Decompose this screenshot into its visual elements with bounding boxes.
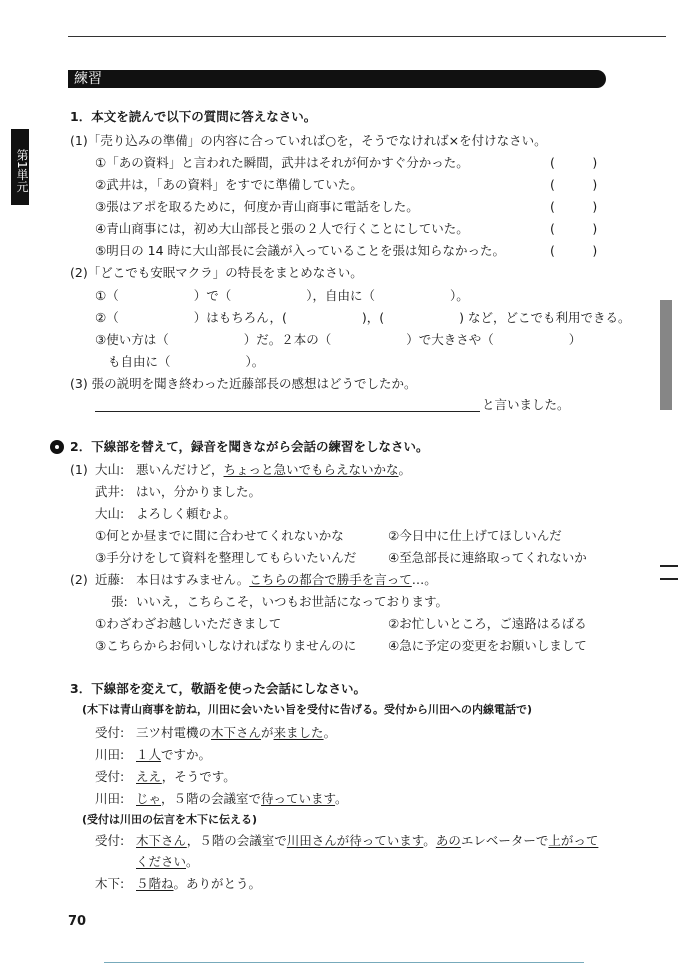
option-item: ④急に予定の変更をお願いしまして [388,638,587,653]
option-item: ①わざわざお越しいただきまして [95,616,282,631]
page-number: 70 [68,914,87,929]
dialogue-line: ５階ね。ありがとう。 [136,876,262,891]
q1-sub3-prompt: (3) 張の説明を聞き終わった近藤部長の感想はどうでしたか。 [70,376,417,391]
dialogue-line: 木下さん，５階の会議室で川田さんが待っています。あのエレベーターで上がって [136,833,599,848]
answer-bracket[interactable]: ( ) [550,177,598,192]
speaker-label: 張: [111,594,128,609]
q1-sub2-line3: ③使い方は（ ）だ。２本の（ ）で大きさや（ ） [95,332,582,347]
underlined-phrase: ５階ね [136,876,174,891]
bottom-rule [104,962,584,963]
q1-sub2-prompt: (2)「どこでも安眠マクラ」の特長をまとめなさい。 [70,265,363,280]
q1-item-1: ①「あの資料」と言われた瞬間，武井はそれが何かすぐ分かった。 [95,155,469,170]
underlined-phrase: ください [136,854,187,869]
underlined-phrase: 上がって [548,833,599,848]
answer-bracket[interactable]: ( ) [550,155,598,170]
q1-item-4: ④青山商事には，初め大山部長と張の２人で行くことにしていた。 [95,221,469,236]
underlined-phrase: 来ました [273,725,324,740]
q2-title: 2．下線部を替えて，録音を聞きながら会話の練習をしなさい。 [70,439,429,454]
speaker-label: 武井: [95,484,125,499]
q1-sub1-prompt: (1)「売り込みの準備」の内容に合っていれば○を，そうでなければ×を付けなさい。 [70,133,547,148]
option-item: ②今日中に仕上げてほしいんだ [388,528,562,543]
q1-item-3: ③張はアポを取るために，何度か青山商事に電話をした。 [95,199,419,214]
speaker-label: 近藤: [95,572,125,587]
cd-audio-icon [50,440,64,454]
underlined-phrase: １人 [136,747,162,762]
q1-sub2-line1: ①（ ）で（ ），自由に（ ）。 [95,288,469,303]
option-item: ③手分けをして資料を整理してもらいたいんだ [95,550,357,565]
q1-sub3-suffix: と言いました。 [482,397,570,412]
dialogue-line: 三ツ村電機の木下さんが来ました。 [136,725,337,740]
speaker-label: 受付: [95,725,125,740]
speaker-label: 大山: [95,462,125,477]
q1-sub2-line4: も自由に（ ）。 [108,354,265,369]
speaker-label: 木下: [95,876,125,891]
section-header-bar [68,70,606,88]
option-item: ③こちらからお伺いしなければなりませんのに [95,638,357,653]
q3-note-1: (木下は青山商事を訪ね，川田に会いたい旨を受付に告げる。受付から川田への内線電話で) [82,703,533,716]
answer-bracket[interactable]: ( ) [550,199,598,214]
option-item: ①何とか昼までに間に合わせてくれないかな [95,528,344,543]
scan-artifact [660,300,672,410]
answer-blank-line[interactable] [95,411,480,412]
underlined-phrase: ええ [136,769,162,784]
dialogue-line: ええ，そうです。 [136,769,236,784]
unit-side-tab: 第1単元 [11,129,29,205]
dialogue-line: ください。 [136,854,199,869]
scan-artifact [660,578,678,580]
speaker-label: 受付: [95,833,125,848]
answer-bracket[interactable]: ( ) [550,221,598,236]
option-item: ④至急部長に連絡取ってくれないか [388,550,587,565]
underlined-phrase: 木下さん [136,833,187,848]
q1-sub2-line2: ②（ ）はもちろん，( )，( ) など，どこでも利用できる。 [95,310,631,325]
speaker-label: 川田: [95,791,125,806]
dialogue-line: 本日はすみません。こちらの都合で勝手を言って…。 [136,572,437,587]
dialogue-line: いいえ，こちらこそ，いつもお世話になっております。 [136,594,449,609]
q3-title: 3．下線部を変えて，敬語を使った会話にしなさい。 [70,681,366,696]
option-item: ②お忙しいところ，ご遠路はるばる [388,616,587,631]
underlined-phrase: ちょっと急いでもらえないかな [223,462,399,477]
dialogue-line: １人ですか。 [136,747,212,762]
underlined-phrase: こちらの都合で勝手を言って [249,572,412,587]
q3-note-2: (受付は川田の伝言を木下に伝える) [82,813,258,826]
top-rule [68,36,666,37]
q2-sub2-num: (2) [70,572,88,587]
underlined-phrase: 川田さんが待っています [286,833,424,848]
q2-sub1-num: (1) [70,462,88,477]
scan-artifact [660,565,678,567]
underlined-phrase: あの [435,833,461,848]
dialogue-line: 悪いんだけど，ちょっと急いでもらえないかな。 [136,462,412,477]
speaker-label: 大山: [95,506,125,521]
speaker-label: 受付: [95,769,125,784]
dialogue-line: じゃ，５階の会議室で待っています。 [136,791,348,806]
q1-item-2: ②武井は，「あの資料」をすでに準備していた。 [95,177,363,192]
answer-bracket[interactable]: ( ) [550,243,598,258]
q1-item-5: ⑤明日の 14 時に大山部長に会議が入っていることを張は知らなかった。 [95,243,506,258]
underlined-phrase: 待っています [261,791,336,806]
speaker-label: 川田: [95,747,125,762]
underlined-phrase: じゃ [136,791,162,806]
dialogue-line: よろしく頼むよ。 [136,506,237,521]
q1-title: 1．本文を読んで以下の質問に答えなさい。 [70,109,317,124]
underlined-phrase: 木下さん [211,725,262,740]
dialogue-line: はい，分かりました。 [136,484,262,499]
section-title: 練習 [74,71,102,87]
